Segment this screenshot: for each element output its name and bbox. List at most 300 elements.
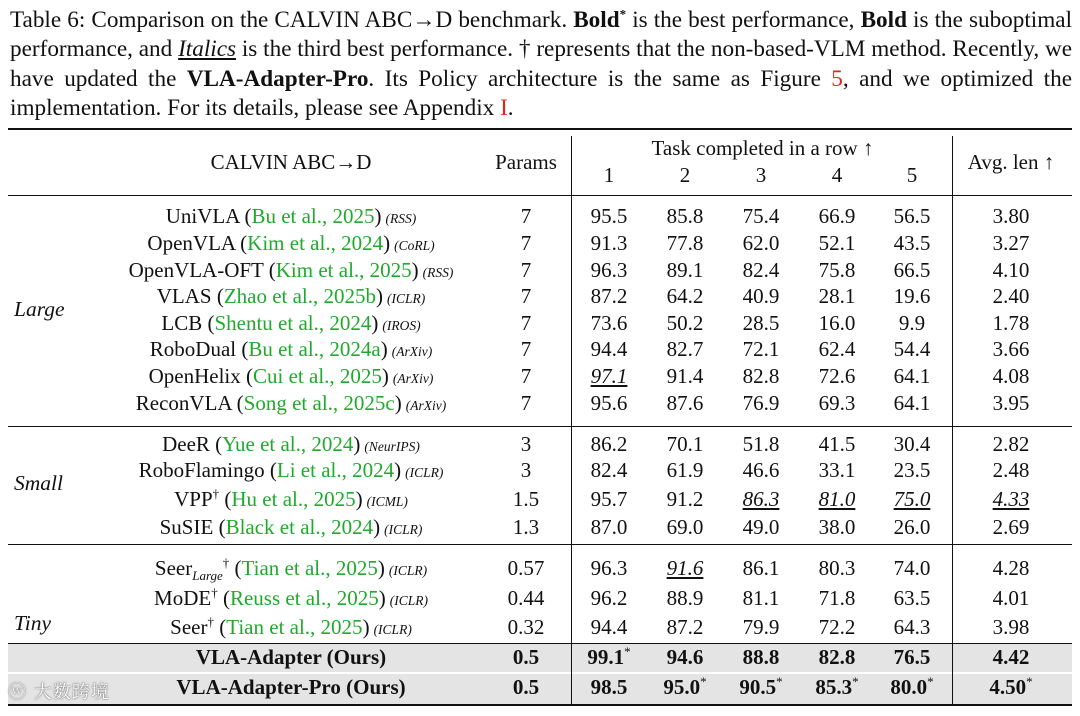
task-4-cell xyxy=(803,486,871,513)
cite-close: ) xyxy=(362,615,370,639)
venue-label: (ICLR) xyxy=(389,593,428,608)
top-rule xyxy=(8,128,1072,130)
task-5-cell-text: 80.0 xyxy=(890,675,928,699)
task-4-cell xyxy=(803,644,871,671)
cite-close: ) xyxy=(381,364,389,388)
cite-open: ( xyxy=(239,204,252,228)
params-cell: 7 xyxy=(520,391,532,415)
avg-len-cell-text: 3.80 xyxy=(992,204,1030,228)
task-3-cell xyxy=(727,674,795,701)
avg-len-cell-text: 3.27 xyxy=(992,231,1030,255)
avg-len-cell-text: 4.50 xyxy=(989,675,1027,699)
cite-close: ) xyxy=(371,311,379,335)
cite-close: ) xyxy=(376,284,384,308)
task-2-cell xyxy=(651,363,719,390)
method-name xyxy=(92,514,490,541)
method-label: DeeR xyxy=(162,432,210,456)
header-col-2: 2 xyxy=(679,163,691,187)
header-col-3: 3 xyxy=(755,163,767,187)
task-3-cell-text: 79.9 xyxy=(742,615,780,639)
task-5-cell-text: 76.5 xyxy=(893,645,931,669)
citation-link[interactable]: Yue et al., 2024 xyxy=(222,432,354,456)
task-2-cell xyxy=(651,486,719,513)
task-4-cell xyxy=(803,363,871,390)
task-5-cell-text: 66.5 xyxy=(893,258,931,282)
method-label: VPP xyxy=(174,487,213,511)
cite-close: ) xyxy=(353,432,361,456)
task-3-cell xyxy=(727,614,795,641)
cite-close: ) xyxy=(380,337,388,361)
avg-len-cell xyxy=(977,283,1045,310)
task-3-cell-text: 86.3 xyxy=(742,487,780,511)
task-5-cell-text: 26.0 xyxy=(893,515,931,539)
task-4-cell xyxy=(803,514,871,541)
col-divider-1 xyxy=(571,136,572,704)
cite-close: ) xyxy=(394,391,402,415)
task-3-cell-text: 51.8 xyxy=(742,432,780,456)
params-cell: 0.5 xyxy=(512,645,540,669)
task-2-cell xyxy=(651,390,719,417)
task-5-cell xyxy=(878,310,946,337)
group-small: Small xyxy=(14,471,63,495)
avg-len-cell xyxy=(977,644,1045,671)
task-2-cell-text: 69.0 xyxy=(666,515,704,539)
task-3-cell-text: 90.5 xyxy=(739,675,777,699)
task-4-cell-text: 75.8 xyxy=(818,258,856,282)
task-1-cell-text: 97.1 xyxy=(590,364,628,388)
watermark: ⓦ 大数跨境 xyxy=(8,682,110,703)
avg-len-cell-text: 4.28 xyxy=(992,556,1030,580)
col-divider-2 xyxy=(952,136,953,704)
venue-label: (RSS) xyxy=(385,211,417,226)
task-1-cell xyxy=(575,614,643,641)
method-label: OpenVLA-OFT xyxy=(128,258,264,282)
cite-close: ) xyxy=(355,487,363,511)
task-4-cell xyxy=(803,555,871,582)
task-1-cell xyxy=(575,486,643,513)
task-5-cell xyxy=(878,674,946,701)
group-tiny: Tiny xyxy=(14,611,52,635)
table-caption: Table 6: Comparison on the CALVIN ABC→D benchmark. Bold* is the best performance, Bold is the suboptimal performance, and Italics is the third best performance. † represents that the non-based-VLM method. Recently, we have updated the VLA-Adapter-Pro. Its Policy architecture is the same as Figure 5, and we optimized the implementation. For its details, please see Appendix I. xyxy=(10,6,1073,122)
venue-label: (ICLR) xyxy=(387,291,426,306)
method-name xyxy=(92,457,490,484)
task-4-cell-star: * xyxy=(852,674,859,689)
avg-len-cell-text: 3.66 xyxy=(992,337,1030,361)
task-4-cell-text: 16.0 xyxy=(818,311,856,335)
task-2-cell xyxy=(651,310,719,337)
task-1-cell-text: 87.2 xyxy=(590,284,628,308)
task-3-cell xyxy=(727,257,795,284)
task-2-cell-text: 91.4 xyxy=(666,364,704,388)
cite-close: ) xyxy=(394,458,402,482)
cite-close: ) xyxy=(411,258,419,282)
task-4-cell xyxy=(803,310,871,337)
task-4-cell-text: 33.1 xyxy=(818,458,856,482)
task-2-cell xyxy=(651,431,719,458)
method-name xyxy=(92,336,490,363)
task-1-cell-text: 95.6 xyxy=(590,391,628,415)
citation-link[interactable]: Bu et al., 2025 xyxy=(251,204,375,228)
task-4-cell-text: 66.9 xyxy=(818,204,856,228)
citation-link[interactable]: Shentu et al., 2024 xyxy=(214,311,372,335)
task-3-cell-text: 81.1 xyxy=(742,586,780,610)
task-3-cell xyxy=(727,203,795,230)
method-name xyxy=(92,614,490,641)
task-2-cell-text: 82.7 xyxy=(666,337,704,361)
method-label: VLA-Adapter-Pro (Ours) xyxy=(176,675,406,699)
task-4-cell-text: 62.4 xyxy=(818,337,856,361)
task-4-cell xyxy=(803,257,871,284)
task-2-cell-text: 91.2 xyxy=(666,487,704,511)
task-5-cell-text: 43.5 xyxy=(893,231,931,255)
method-label: SuSIE xyxy=(159,515,214,539)
task-5-cell xyxy=(878,614,946,641)
method-name xyxy=(92,310,490,337)
task-2-cell-text: 94.6 xyxy=(666,645,704,669)
avg-len-cell xyxy=(977,257,1045,284)
task-3-cell xyxy=(727,363,795,390)
task-5-cell xyxy=(878,486,946,513)
task-3-cell-star: * xyxy=(776,674,783,689)
avg-len-cell xyxy=(977,363,1045,390)
task-2-cell-star: * xyxy=(700,674,707,689)
citation-link[interactable]: Tian et al., 2025 xyxy=(241,556,378,580)
task-5-cell xyxy=(878,363,946,390)
method-label: Seer xyxy=(154,556,193,580)
citation-link[interactable]: Cui et al., 2025 xyxy=(253,364,382,388)
task-3-cell xyxy=(727,514,795,541)
avg-len-cell xyxy=(977,457,1045,484)
header-col-4: 4 xyxy=(831,163,843,187)
method-label: RoboFlamingo xyxy=(138,458,265,482)
task-1-cell-star: * xyxy=(624,644,631,659)
citation-link[interactable]: Tian et al., 2025 xyxy=(226,615,363,639)
task-2-cell xyxy=(651,555,719,582)
group-large: Large xyxy=(14,297,65,321)
task-1-cell xyxy=(575,674,643,701)
task-5-cell-text: 54.4 xyxy=(893,337,931,361)
params-cell: 1.5 xyxy=(512,487,540,511)
citation-link[interactable]: Kim et al., 2024 xyxy=(247,231,384,255)
task-1-cell-text: 82.4 xyxy=(590,458,628,482)
params-cell: 1.3 xyxy=(512,515,540,539)
group-rule-2 xyxy=(8,544,1072,545)
task-1-cell-text: 98.5 xyxy=(590,675,628,699)
method-name xyxy=(92,674,490,701)
avg-len-cell xyxy=(977,390,1045,417)
method-name xyxy=(92,230,490,257)
avg-len-cell xyxy=(977,674,1045,701)
task-4-cell-text: 52.1 xyxy=(818,231,856,255)
method-name xyxy=(92,644,490,671)
method-label: LCB xyxy=(161,311,203,335)
avg-len-cell-text: 3.95 xyxy=(992,391,1030,415)
task-5-cell-text: 75.0 xyxy=(893,487,931,511)
task-3-cell-text: 46.6 xyxy=(742,458,780,482)
caption-label: Table 6: xyxy=(10,7,86,33)
task-3-cell xyxy=(727,555,795,582)
params-cell: 3 xyxy=(520,432,532,456)
task-2-cell xyxy=(651,257,719,284)
task-3-cell xyxy=(727,336,795,363)
avg-len-cell-text: 2.48 xyxy=(992,458,1030,482)
citation-link[interactable]: Li et al., 2024 xyxy=(276,458,395,482)
task-2-cell-text: 87.2 xyxy=(666,615,704,639)
task-4-cell-text: 81.0 xyxy=(818,487,856,511)
task-4-cell-text: 82.8 xyxy=(818,645,856,669)
task-1-cell-text: 73.6 xyxy=(590,311,628,335)
task-3-cell-text: 72.1 xyxy=(742,337,780,361)
task-5-cell xyxy=(878,257,946,284)
task-3-cell xyxy=(727,283,795,310)
task-3-cell xyxy=(727,644,795,671)
task-3-cell xyxy=(727,431,795,458)
task-1-cell xyxy=(575,644,643,671)
task-3-cell-text: 62.0 xyxy=(742,231,780,255)
venue-label: (RSS) xyxy=(422,265,454,280)
task-4-cell-text: 72.6 xyxy=(818,364,856,388)
task-2-cell-text: 61.9 xyxy=(666,458,704,482)
dagger-mark: † xyxy=(222,555,230,570)
task-2-cell xyxy=(651,614,719,641)
task-4-cell-text: 72.2 xyxy=(818,615,856,639)
task-4-cell-text: 38.0 xyxy=(818,515,856,539)
avg-len-cell-star: * xyxy=(1026,674,1033,689)
task-1-cell xyxy=(575,310,643,337)
task-1-cell-text: 87.0 xyxy=(590,515,628,539)
header-avg: Avg. len ↑ xyxy=(967,150,1055,174)
citation-link[interactable]: Song et al., 2025c xyxy=(243,391,395,415)
params-cell: 0.57 xyxy=(507,556,545,580)
task-2-cell-text: 87.6 xyxy=(666,391,704,415)
avg-len-cell-text: 3.98 xyxy=(992,615,1030,639)
task-4-cell xyxy=(803,230,871,257)
task-3-cell xyxy=(727,390,795,417)
task-4-cell xyxy=(803,431,871,458)
method-name xyxy=(92,585,490,612)
method-subscript: Large xyxy=(192,568,223,584)
task-4-cell xyxy=(803,336,871,363)
task-1-cell xyxy=(575,431,643,458)
task-2-cell-text: 77.8 xyxy=(666,231,704,255)
venue-label: (ICLR) xyxy=(384,522,423,537)
params-cell: 3 xyxy=(520,458,532,482)
task-5-cell xyxy=(878,283,946,310)
params-cell: 7 xyxy=(520,258,532,282)
cite-open: ( xyxy=(214,615,227,639)
task-3-cell-text: 49.0 xyxy=(742,515,780,539)
cite-open: ( xyxy=(202,311,215,335)
task-4-cell xyxy=(803,674,871,701)
method-label: OpenVLA xyxy=(147,231,235,255)
task-1-cell xyxy=(575,203,643,230)
task-2-cell xyxy=(651,230,719,257)
avg-len-cell-text: 4.01 xyxy=(992,586,1030,610)
method-label: Seer xyxy=(170,615,208,639)
method-label: OpenHelix xyxy=(148,364,241,388)
task-5-cell-text: 9.9 xyxy=(898,311,926,335)
cite-open: ( xyxy=(229,556,242,580)
avg-len-cell-text: 4.42 xyxy=(992,645,1030,669)
task-3-cell-text: 76.9 xyxy=(742,391,780,415)
task-5-cell xyxy=(878,203,946,230)
avg-len-cell-text: 2.69 xyxy=(992,515,1030,539)
avg-len-cell xyxy=(977,230,1045,257)
task-3-cell-text: 86.1 xyxy=(742,556,780,580)
avg-len-cell xyxy=(977,310,1045,337)
cite-close: ) xyxy=(378,586,386,610)
cite-open: ( xyxy=(236,337,249,361)
group-rule-1 xyxy=(8,426,1072,427)
cite-open: ( xyxy=(263,258,276,282)
task-2-cell xyxy=(651,457,719,484)
dagger-mark: † xyxy=(211,585,218,600)
avg-len-cell xyxy=(977,486,1045,513)
venue-label: (ICLR) xyxy=(388,563,428,578)
figure-link[interactable]: 5 xyxy=(831,65,843,92)
task-5-cell-text: 64.1 xyxy=(893,364,931,388)
params-cell: 7 xyxy=(520,231,532,255)
task-5-cell xyxy=(878,336,946,363)
avg-len-cell xyxy=(977,585,1045,612)
task-2-cell xyxy=(651,674,719,701)
method-name xyxy=(92,283,490,310)
bottom-rule xyxy=(8,704,1072,706)
task-4-cell xyxy=(803,614,871,641)
params-cell: 7 xyxy=(520,204,532,228)
venue-label: (ArXiv) xyxy=(392,371,434,386)
cite-close: ) xyxy=(377,556,385,580)
venue-label: (ArXiv) xyxy=(391,344,433,359)
avg-len-cell xyxy=(977,336,1045,363)
task-3-cell-text: 82.8 xyxy=(742,364,780,388)
task-1-cell xyxy=(575,585,643,612)
task-1-cell xyxy=(575,283,643,310)
params-cell: 7 xyxy=(520,337,532,361)
task-1-cell-text: 95.7 xyxy=(590,487,628,511)
task-5-cell xyxy=(878,230,946,257)
cite-open: ( xyxy=(209,432,223,456)
task-4-cell xyxy=(803,457,871,484)
task-1-cell-text: 94.4 xyxy=(590,615,628,639)
task-5-cell xyxy=(878,585,946,612)
method-name xyxy=(92,363,490,390)
task-3-cell xyxy=(727,457,795,484)
task-5-cell-text: 23.5 xyxy=(893,458,931,482)
task-1-cell-text: 96.2 xyxy=(590,586,628,610)
cite-open: ( xyxy=(234,231,248,255)
task-1-cell xyxy=(575,257,643,284)
avg-len-cell xyxy=(977,431,1045,458)
task-1-cell-text: 96.3 xyxy=(590,556,628,580)
params-cell: 7 xyxy=(520,311,532,335)
task-3-cell-text: 40.9 xyxy=(742,284,780,308)
citation-link[interactable]: Reuss et al., 2025 xyxy=(229,586,379,610)
params-cell: 7 xyxy=(520,364,532,388)
task-3-cell-text: 75.4 xyxy=(742,204,780,228)
task-4-cell-text: 71.8 xyxy=(818,586,856,610)
citation-link[interactable]: Kim et al., 2025 xyxy=(275,258,412,282)
venue-label: (ICML) xyxy=(366,494,408,509)
avg-len-cell-text: 1.78 xyxy=(992,311,1030,335)
task-3-cell-text: 82.4 xyxy=(742,258,780,282)
method-label: RoboDual xyxy=(149,337,237,361)
cite-open: ( xyxy=(219,487,232,511)
venue-label: (IROS) xyxy=(382,318,421,333)
venue-label: (ICLR) xyxy=(373,622,412,637)
task-2-cell-text: 70.1 xyxy=(666,432,704,456)
method-label: ReconVLA xyxy=(135,391,232,415)
venue-label: (CoRL) xyxy=(394,238,435,253)
params-cell: 0.5 xyxy=(512,675,540,699)
task-4-cell-text: 41.5 xyxy=(818,432,856,456)
venue-label: (ICLR) xyxy=(405,465,444,480)
avg-len-cell xyxy=(977,203,1045,230)
params-cell: 0.32 xyxy=(507,615,545,639)
avg-len-cell xyxy=(977,555,1045,582)
citation-link[interactable]: Black et al., 2024 xyxy=(225,515,374,539)
task-2-cell-text: 88.9 xyxy=(666,586,704,610)
task-5-cell xyxy=(878,457,946,484)
weibo-like-logo-icon: ⓦ xyxy=(8,682,27,703)
task-5-cell xyxy=(878,390,946,417)
task-1-cell xyxy=(575,555,643,582)
avg-len-cell-text: 4.10 xyxy=(992,258,1030,282)
task-1-cell xyxy=(575,514,643,541)
avg-len-cell-text: 2.82 xyxy=(992,432,1030,456)
avg-len-cell xyxy=(977,614,1045,641)
task-4-cell xyxy=(803,390,871,417)
dagger-mark: † xyxy=(207,614,214,629)
cite-open: ( xyxy=(211,284,224,308)
task-5-cell-text: 64.1 xyxy=(893,391,931,415)
task-5-cell xyxy=(878,431,946,458)
task-2-cell xyxy=(651,644,719,671)
header-rule xyxy=(8,195,1072,196)
avg-len-cell-text: 4.08 xyxy=(992,364,1030,388)
task-2-cell xyxy=(651,203,719,230)
task-2-cell-text: 91.6 xyxy=(666,556,704,580)
header-col-1: 1 xyxy=(603,163,615,187)
citation-link[interactable]: Bu et al., 2024a xyxy=(248,337,381,361)
task-4-cell-text: 80.3 xyxy=(818,556,856,580)
appendix-link[interactable]: I xyxy=(500,95,508,122)
task-5-cell-star: * xyxy=(927,674,934,689)
task-5-cell-text: 19.6 xyxy=(893,284,931,308)
header-task: Task completed in a row ↑ xyxy=(651,136,874,160)
task-3-cell xyxy=(727,585,795,612)
avg-len-cell xyxy=(977,514,1045,541)
task-4-cell-text: 85.3 xyxy=(815,675,853,699)
task-4-cell xyxy=(803,283,871,310)
citation-link[interactable]: Hu et al., 2025 xyxy=(231,487,356,511)
task-4-cell xyxy=(803,203,871,230)
method-name xyxy=(92,203,490,230)
task-1-cell-text: 94.4 xyxy=(590,337,628,361)
params-cell: 0.44 xyxy=(507,586,545,610)
cite-close: ) xyxy=(374,204,382,228)
task-1-cell-text: 91.3 xyxy=(590,231,628,255)
header-params: Params xyxy=(495,150,557,174)
task-1-cell xyxy=(575,457,643,484)
method-name xyxy=(92,257,490,284)
avg-len-cell-text: 2.40 xyxy=(992,284,1030,308)
citation-link[interactable]: Zhao et al., 2025b xyxy=(223,284,377,308)
cite-open: ( xyxy=(264,458,277,482)
method-label: VLA-Adapter (Ours) xyxy=(195,645,387,669)
task-1-cell-text: 86.2 xyxy=(590,432,628,456)
task-5-cell-text: 56.5 xyxy=(893,204,931,228)
